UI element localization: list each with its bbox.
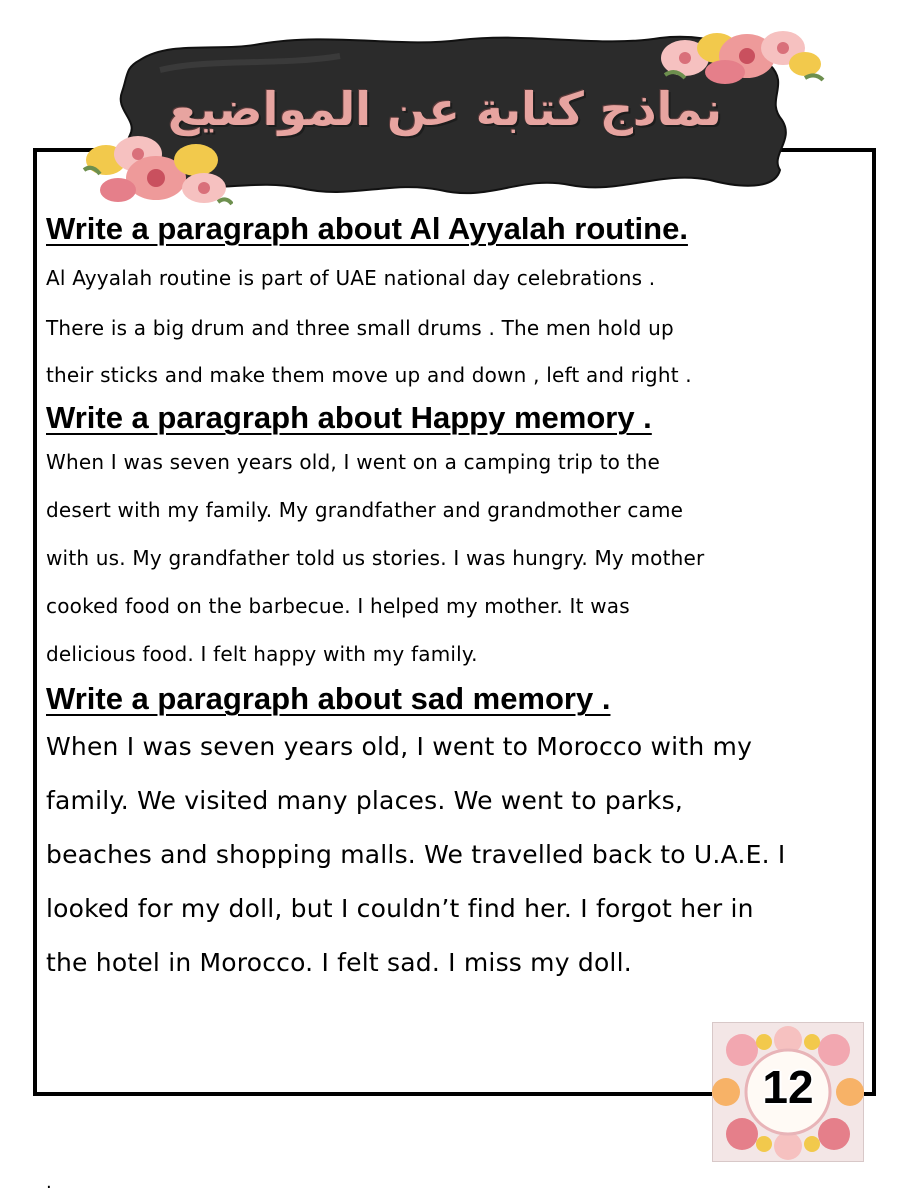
paragraph-line: Al Ayyalah routine is part of UAE national day celebrations .: [46, 266, 656, 291]
page-number-badge: [712, 1022, 864, 1162]
page-number: 12: [762, 1061, 814, 1113]
section-paragraph: [46, 438, 866, 678]
paragraph-line: the hotel in Morocco. I felt sad. I miss my doll.: [46, 947, 632, 977]
paragraph-line: delicious food. I felt happy with my family.: [46, 642, 478, 667]
section-paragraph: [46, 720, 866, 990]
paragraph-line: their sticks and make them move up and down , left and right .: [46, 363, 692, 388]
paragraph-line: There is a big drum and three small drums . The men hold up: [46, 316, 674, 341]
paragraph-line: family. We visited many places. We went to parks,: [46, 785, 683, 815]
section-happy-memory: [46, 399, 866, 678]
content-area: [46, 210, 866, 990]
footer-mark: .: [46, 1172, 52, 1193]
paragraph-line: desert with my family. My grandfather and grandmother came: [46, 498, 684, 523]
paragraph-line: When I was seven years old, I went to Morocco with my: [46, 731, 753, 761]
section-paragraph: [46, 253, 866, 397]
flowers-top-left-icon: [78, 130, 233, 208]
section-heading: Write a paragraph about Al Ayyalah routine.: [46, 211, 688, 246]
paragraph-line: cooked food on the barbecue. I helped my mother. It was: [46, 594, 630, 619]
section-heading: Write a paragraph about Happy memory .: [46, 400, 652, 436]
section-sad-memory: [46, 680, 866, 989]
banner-title: نماذج كتابة عن المواضيع: [167, 82, 723, 136]
flowers-top-right-icon: [655, 20, 825, 90]
paragraph-line: beaches and shopping malls. We travelled back to U.A.E. I: [46, 839, 786, 869]
section-heading: Write a paragraph about sad memory .: [46, 681, 611, 717]
paragraph-line: with us. My grandfather told us stories. I was hungry. My mother: [46, 546, 705, 571]
paragraph-line: looked for my doll, but I couldn’t find her. I forgot her in: [46, 893, 754, 923]
section-ayyalah: [46, 210, 866, 397]
paragraph-line: When I was seven years old, I went on a camping trip to the: [46, 450, 661, 475]
